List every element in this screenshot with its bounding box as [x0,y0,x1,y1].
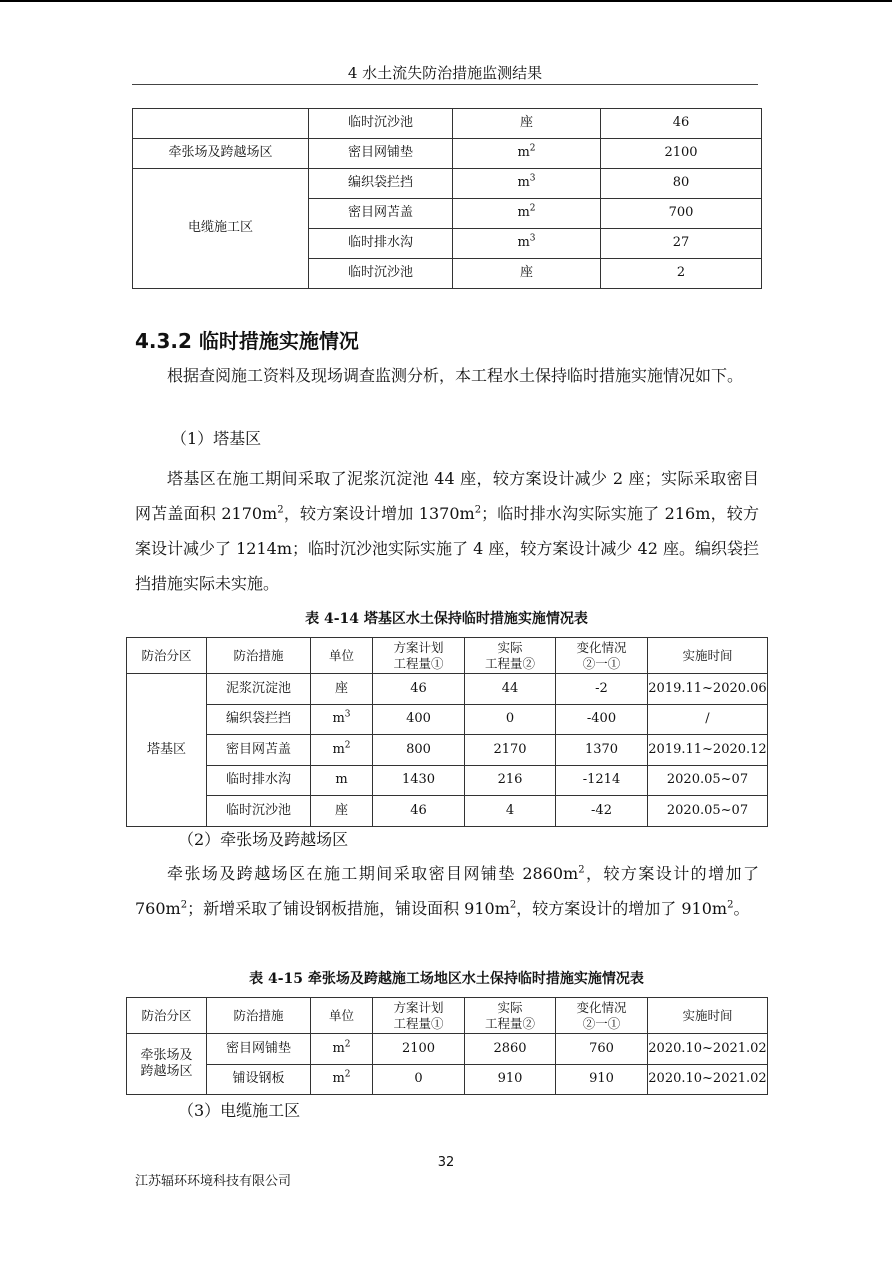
table-caption: 表 4-15 牵张场及跨越施工场地区水土保持临时措施实施情况表 [249,971,644,987]
change-cell: -400 [556,704,648,735]
unit-cell: $m^2$ [453,199,601,229]
measure-cell: 密目网苫盖 [309,199,453,229]
change-cell: -2 [556,674,648,705]
actual-cell: 2170 [465,735,556,766]
header-unit: 单位 [311,638,373,674]
time-cell: 2020.05~07 [648,765,768,796]
header-plan: 方案计划 工程量① [373,998,465,1034]
unit-cell: $m^2$ [453,139,601,169]
actual-cell: 910 [465,1064,556,1095]
table-row [127,674,768,705]
value-cell: 46 [601,109,762,139]
header-measure: 防治措施 [207,998,311,1034]
zone-cell: 牵张场及跨越场区 [133,139,309,169]
unit-cell: 座 [311,674,373,705]
header-zone: 防治分区 [127,638,207,674]
change-cell: -1214 [556,765,648,796]
measure-cell: 编织袋拦挡 [309,169,453,199]
header-unit: 单位 [311,998,373,1034]
subsection-cable-area: （3）电缆施工区 [178,1101,301,1120]
paragraph-tower-base: 塔基区在施工期间采取了泥浆沉淀池 44 座，较方案设计减少 2 座；实际采取密目网苫盖面积 $2170m^2$，较方案设计增加 $1370m^2$；临时排水沟实际实施了 216m，较方案设计减少了 1214m；临时沉沙池实际实施了 4 座，较方案设计减少 42 座。编织袋拦挡措施实际未实施。 [135,469,759,593]
unit-cell: 座 [453,259,601,289]
section-heading: 4.3.2 临时措施实施情况 [135,329,359,353]
table-header-row [127,998,768,1034]
unit-cell: $m^2$ [311,735,373,766]
top-border-line [0,0,892,2]
unit-cell: $m^2$ [311,1034,373,1065]
unit-cell: $m^3$ [311,704,373,735]
table-continued [132,108,762,289]
zone-cell [133,109,309,139]
measure-cell: 临时沉沙池 [309,109,453,139]
zone-cell: 塔基区 [127,674,207,827]
unit-cell: m [311,765,373,796]
value-cell: 700 [601,199,762,229]
plan-cell: 400 [373,704,465,735]
actual-cell: 2860 [465,1034,556,1065]
plan-cell: 800 [373,735,465,766]
table-row [127,1034,768,1065]
header-change: 变化情况 ②一① [556,998,648,1034]
header-time: 实施时间 [648,638,768,674]
measure-cell: 铺设钢板 [207,1064,311,1095]
measure-cell: 编织袋拦挡 [207,704,311,735]
change-cell: 1370 [556,735,648,766]
measure-cell: 密目网铺垫 [309,139,453,169]
change-cell: 760 [556,1034,648,1065]
paragraph-tension-field: 牵张场及跨越场区在施工期间采取密目网铺垫 $2860m^2$，较方案设计的增加了 $760m^2$；新增采取了铺设钢板措施，铺设面积 $910m^2$，较方案设计的增加了 $910m^2$。 [135,864,759,918]
unit-cell: $m^2$ [311,1064,373,1095]
running-header: 4 水土流失防治措施监测结果 [347,64,543,82]
plan-cell: 46 [373,796,465,827]
table-row [133,169,762,199]
unit-cell: $m^3$ [453,229,601,259]
measure-cell: 临时沉沙池 [207,796,311,827]
measure-cell: 临时排水沟 [207,765,311,796]
change-cell: 910 [556,1064,648,1095]
header-actual: 实际 工程量② [465,638,556,674]
tower-base-table [126,637,768,827]
value-cell: 2100 [601,139,762,169]
header-measure: 防治措施 [207,638,311,674]
value-cell: 2 [601,259,762,289]
company-name: 江苏辐环环境科技有限公司 [135,1174,292,1189]
table-header-row [127,638,768,674]
table-row [127,1064,768,1095]
plan-cell: 0 [373,1064,465,1095]
header-zone: 防治分区 [127,998,207,1034]
time-cell: 2020.10~2021.02 [648,1064,768,1095]
zone-cell: 电缆施工区 [133,169,309,289]
unit-cell: $m^3$ [453,169,601,199]
table-row [127,704,768,735]
time-cell: 2019.11~2020.12 [648,735,768,766]
time-cell: 2020.05~07 [648,796,768,827]
plan-cell: 2100 [373,1034,465,1065]
table-caption: 表 4-14 塔基区水土保持临时措施实施情况表 [305,611,588,627]
table-row [127,765,768,796]
zone-cell: 牵张场及 跨越场区 [127,1034,207,1095]
plan-cell: 1430 [373,765,465,796]
subsection-tower-base: （1）塔基区 [171,429,262,448]
value-cell: 80 [601,169,762,199]
time-cell: / [648,704,768,735]
measure-cell: 临时沉沙池 [309,259,453,289]
header-change: 变化情况 ②一① [556,638,648,674]
unit-cell: 座 [453,109,601,139]
header-plan: 方案计划 工程量① [373,638,465,674]
table-row [127,735,768,766]
subsection-tension-field: （2）牵张场及跨越场区 [178,830,349,849]
header-time: 实施时间 [648,998,768,1034]
table-row [133,139,762,169]
actual-cell: 216 [465,765,556,796]
measure-cell: 泥浆沉淀池 [207,674,311,705]
plan-cell: 46 [373,674,465,705]
table-row [133,109,762,139]
change-cell: -42 [556,796,648,827]
actual-cell: 4 [465,796,556,827]
header-rule [132,84,758,85]
unit-cell: 座 [311,796,373,827]
value-cell: 27 [601,229,762,259]
measure-cell: 临时排水沟 [309,229,453,259]
header-actual: 实际 工程量② [465,998,556,1034]
table-row [127,796,768,827]
actual-cell: 44 [465,674,556,705]
tension-field-table [126,997,768,1095]
time-cell: 2019.11~2020.06 [648,674,768,705]
intro-paragraph: 根据查阅施工资料及现场调查监测分析，本工程水土保持临时措施实施情况如下。 [167,366,744,385]
measure-cell: 密目网铺垫 [207,1034,311,1065]
actual-cell: 0 [465,704,556,735]
time-cell: 2020.10~2021.02 [648,1034,768,1065]
page-number: 32 [437,1155,455,1170]
measure-cell: 密目网苫盖 [207,735,311,766]
